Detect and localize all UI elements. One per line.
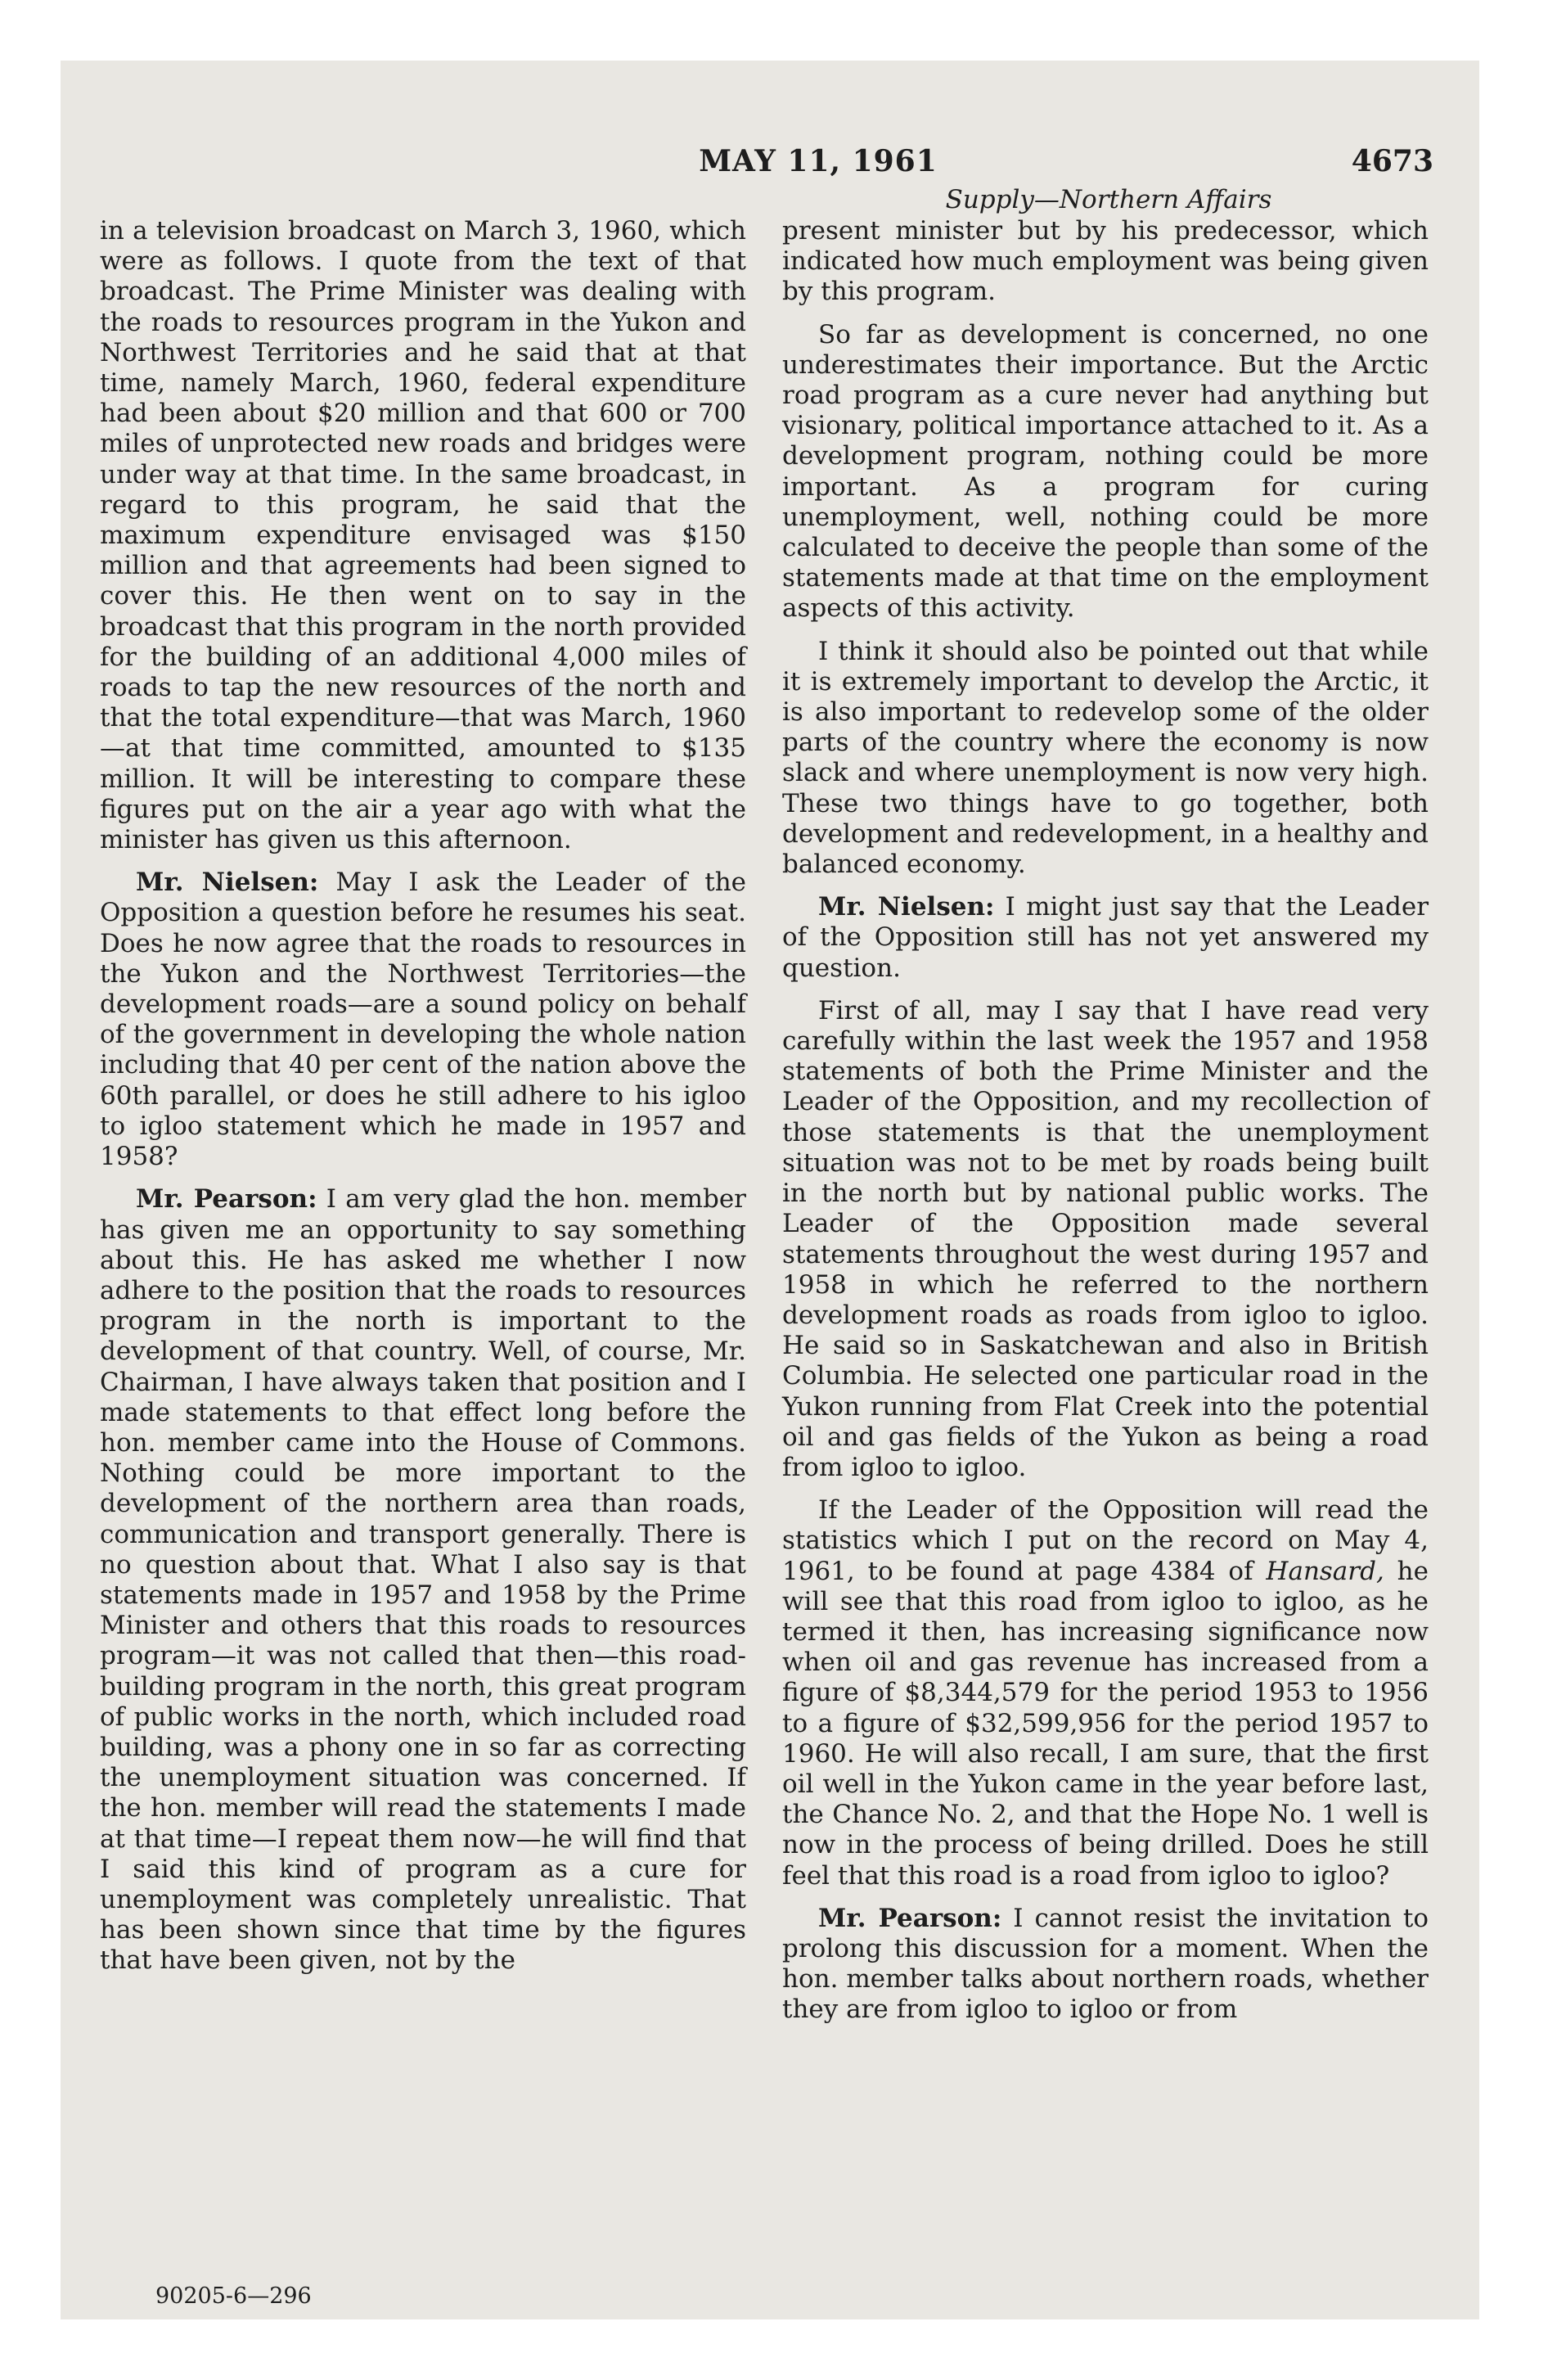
right-column: [782, 216, 1429, 2026]
speech-paragraph: [782, 1904, 1429, 2026]
paragraph-text: he will see that this road from igloo to igloo, as he termed it then, has increasing significance now when oil and gas revenue has increased from a figure of $8,344,579 for the period 1953 to 1956 to a figure of $32,599,956 for the period 1957 to 1960. He will also recall, I am sure, that the first oil well in the Yukon came in the year before last, the Chance No. 2, and that the Hope No. 1 well is now in the process of being drilled. Does he still feel that this road is a road from igloo to igloo?: [782, 1556, 1429, 1891]
speaker-name: Mr. Nielsen:: [136, 868, 319, 898]
paragraph: in a television broadcast on March 3, 1960, which were as follows. I quote from the text of that broadcast. The Prime Minister was dealing with the roads to resources program in the Yukon and Northwest Territories and he said that at that time, namely March, 1960, federal expenditure had been about $20 million and that 600 or 700 miles of unprotected new roads and bridges were under way at that time. In the same broadcast, in regard to this program, he said that the maximum expenditure envisaged was $150 million and that agreements had been signed to cover this. He then went on to say in the broadcast that this program in the north provided for the building of an additional 4,000 miles of roads to tap the new resources of the north and that the total expenditure—that was March, 1960—at that time committed, amounted to $135 million. It will be interesting to compare these figures put on the air a year ago with what the minister has given us this afternoon.: [100, 216, 746, 855]
speech-paragraph: [100, 868, 746, 1172]
section-heading: Supply—Northern Affairs: [945, 185, 1272, 214]
paragraph: present minister but by his predecessor, which indicated how much employment was being given by this program.: [782, 216, 1429, 307]
speech-text: May I ask the Leader of the Opposition a question before he resumes his seat. Does he now agree that the roads to resources in the Yukon and the Northwest Territories—the development roads—are a sound policy on behalf of the government in developing the whole nation including that 40 per cent of the nation above the 60th parallel, or does he still adhere to his igloo to igloo statement which he made in 1957 and 1958?: [100, 868, 746, 1172]
paragraph: First of all, may I say that I have read very carefully within the last week the 1957 and 1958 statements of both the Prime Minister and the Leader of the Opposition, and my recollection of those statements is that the unemployment situation was not to be met by roads being built in the north but by national public works. The Leader of the Opposition made several statements throughout the west during 1957 and 1958 in which he referred to the northern development roads as roads from igloo to igloo. He said so in Saskatchewan and also in British Columbia. He selected one particular road in the Yukon running from Flat Creek into the potential oil and gas fields of the Yukon as being a road from igloo to igloo.: [782, 995, 1429, 1482]
speaker-name: Mr. Pearson:: [136, 1184, 317, 1215]
speech-text: I cannot resist the invitation to prolong this discussion for a moment. When the hon. member talks about northern roads, whether they are from igloo to igloo or from: [782, 1903, 1429, 2025]
paragraph-text: If the Leader of the Opposition will read the statistics which I put on the record on May 4, 1961, to be found at page 4384 of: [782, 1495, 1429, 1586]
speech-paragraph: [782, 892, 1429, 984]
left-column: [100, 216, 746, 1977]
speech-paragraph: [100, 1184, 746, 1976]
paragraph: I think it should also be pointed out that while it is extremely important to develop the Arctic, it is also important to redevelop some of the older parts of the country where the economy is now slack and where unemployment is now very high. These two things have to go together, both development and redevelopment, in a healthy and balanced economy.: [782, 636, 1429, 880]
paragraph: [782, 1495, 1429, 1891]
speech-text: I might just say that the Leader of the Opposition still has not yet answered my question.: [782, 892, 1429, 983]
speech-text: I am very glad the hon. member has given me an opportunity to say something about this. He has asked me whether I now adhere to the position that the roads to resources program in the north is important to the development of that country. Well, of course, Mr. Chairman, I have always taken that position and I made statements to that effect long before the hon. member came into the House of Commons. Nothing could be more important to the development of the northern area than roads, communication and transport generally. There is no question about that. What I also say is that statements made in 1957 and 1958 by the Prime Minister and others that this roads to resources program—it was not called that then—this road-building program in the north, this great program of public works in the north, which included road building, was a phony one in so far as correcting the unemployment situation was concerned. If the hon. member will read the statements I made at that time—I repeat them now—he will find that I said this kind of program as a cure for unemployment was completely unrealistic. That has been shown since that time by the figures that have been given, not by the: [100, 1184, 746, 1976]
speaker-name: Mr. Pearson:: [818, 1903, 1002, 1933]
paragraph: So far as development is concerned, no one underestimates their importance. But the Arctic road program as a cure never had anything but visionary, political importance attached to it. As a development program, nothing could be more important. As a program for curing unemployment, well, nothing could be more calculated to deceive the people than some of the statements made at that time on the employment aspects of this activity.: [782, 319, 1429, 624]
page-number: 4673: [1351, 144, 1433, 178]
running-head: [0, 144, 1548, 185]
hansard-title: Hansard,: [1266, 1556, 1384, 1586]
page-date: MAY 11, 1961: [699, 144, 938, 178]
print-code: 90205-6—296: [155, 2283, 312, 2309]
speaker-name: Mr. Nielsen:: [818, 892, 995, 922]
